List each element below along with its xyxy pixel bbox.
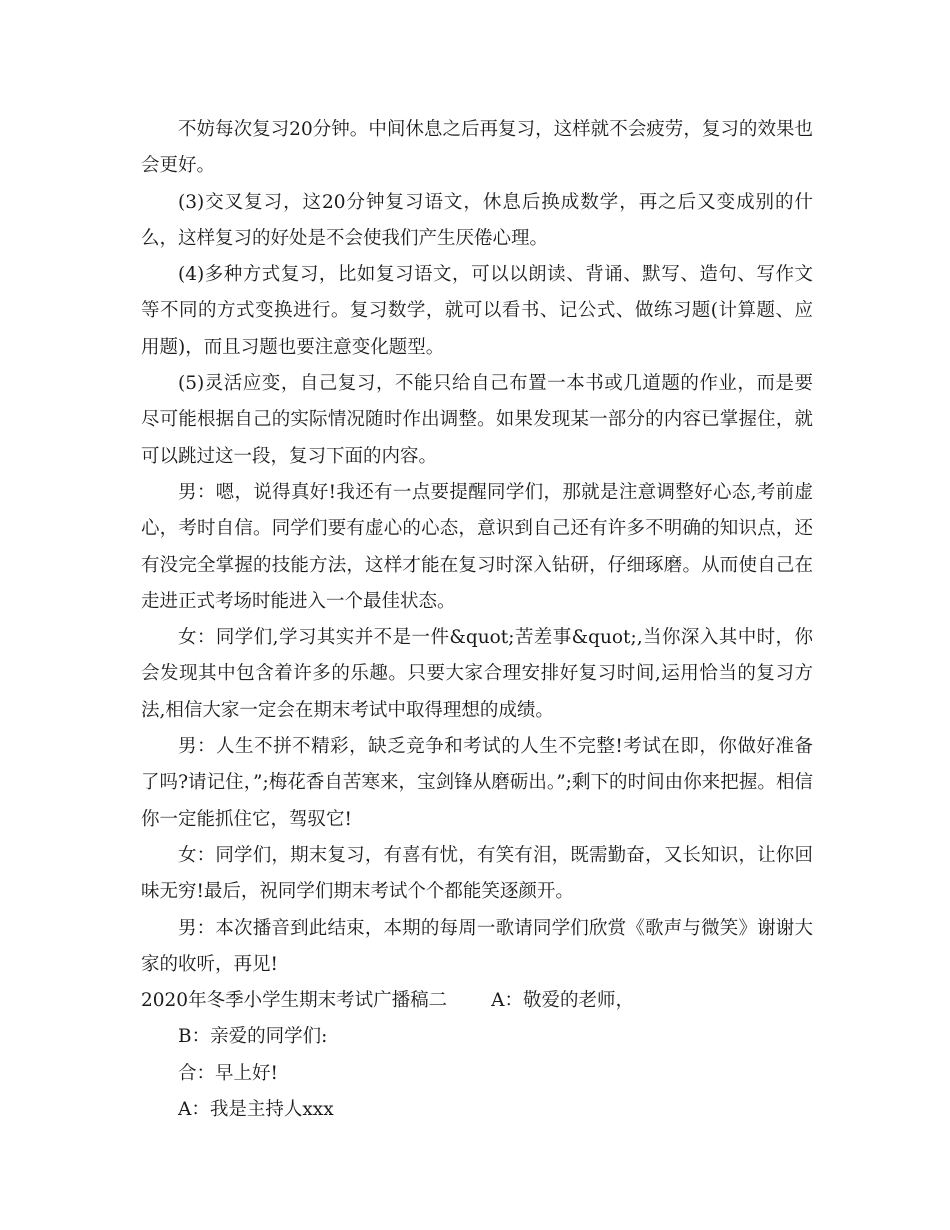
paragraph-review-20min: 不妨每次复习20分钟。中间休息之后再复习，这样就不会疲劳，复习的效果也会更好。 [141,119,813,177]
paragraph-male-mindset: 男：嗯，说得真好!我还有一点要提醒同学们，那就是注意调整好心态,考前虚心，考时自信。同学们要有虚心的心态，意识到自己还有许多不明确的知识点，还有没完全掌握的技能方法，这样才能在复习时深入钻研，仔细琢磨。从而使自己在走进正式考场时能进入一个最佳状态。 [141,481,813,612]
paragraph-female-fun: 女：同学们,学习其实并不是一件&quot;苦差事&quot;,当你深入其中时，你会发现其中包含着许多的乐趣。只要大家合理安排好复习时间,运用恰当的复习方法,相信大家一定会在期末考试中取得理想的成绩。 [141,627,813,721]
paragraph-male-closing: 男：本次播音到此结束，本期的每周一歌请同学们欣赏《歌声与微笑》谢谢大家的收听，再见! [141,917,813,975]
paragraph-cross-review: (3)交叉复习，这20分钟复习语文，休息后换成数学，再之后又变成别的什么，这样复习的好处是不会使我们产生厌倦心理。 [141,191,813,249]
host-b-line: B：亲爱的同学们: [178,1026,328,1048]
paragraph-multi-method-review: (4)多种方式复习，比如复习语文，可以以朗读、背诵、默写、造句、写作文等不同的方式变换进行。复习数学，就可以看书、记公式、做练习题(计算题、应用题)，而且习题也要注意变化题型。 [141,264,813,358]
document-body [141,112,813,1128]
section-title: 2020年冬季小学生期末考试广播稿二 [141,990,448,1012]
paragraph-male-challenge: 男：人生不拼不精彩，缺乏竞争和考试的人生不完整!考试在即，你做好准备了吗?请记住，”;梅花香自苦寒来，宝剑锋从磨砺出。”;剩下的时间由你来把握。相信你一定能抓住它，驾驭它! [141,736,813,830]
paragraph-flexible-review: (5)灵活应变，自己复习，不能只给自己布置一本书或几道题的作业，而是要尽可能根据自己的实际情况随时作出调整。如果发现某一部分的内容已掌握住，就可以跳过这一段，复习下面的内容。 [141,373,813,467]
section-heading [141,983,813,1019]
host-a-greeting: A：敬爱的老师， [491,990,634,1012]
paragraph-female-wishes: 女：同学们，期末复习，有喜有忧，有笑有泪，既需勤奋，又长知识，让你回味无穷!最后，祝同学们期末考试个个都能笑逐颜开。 [141,844,813,903]
host-a-intro-line: A：我是主持人xxx [178,1099,334,1121]
together-line: 合：早上好! [178,1062,278,1084]
